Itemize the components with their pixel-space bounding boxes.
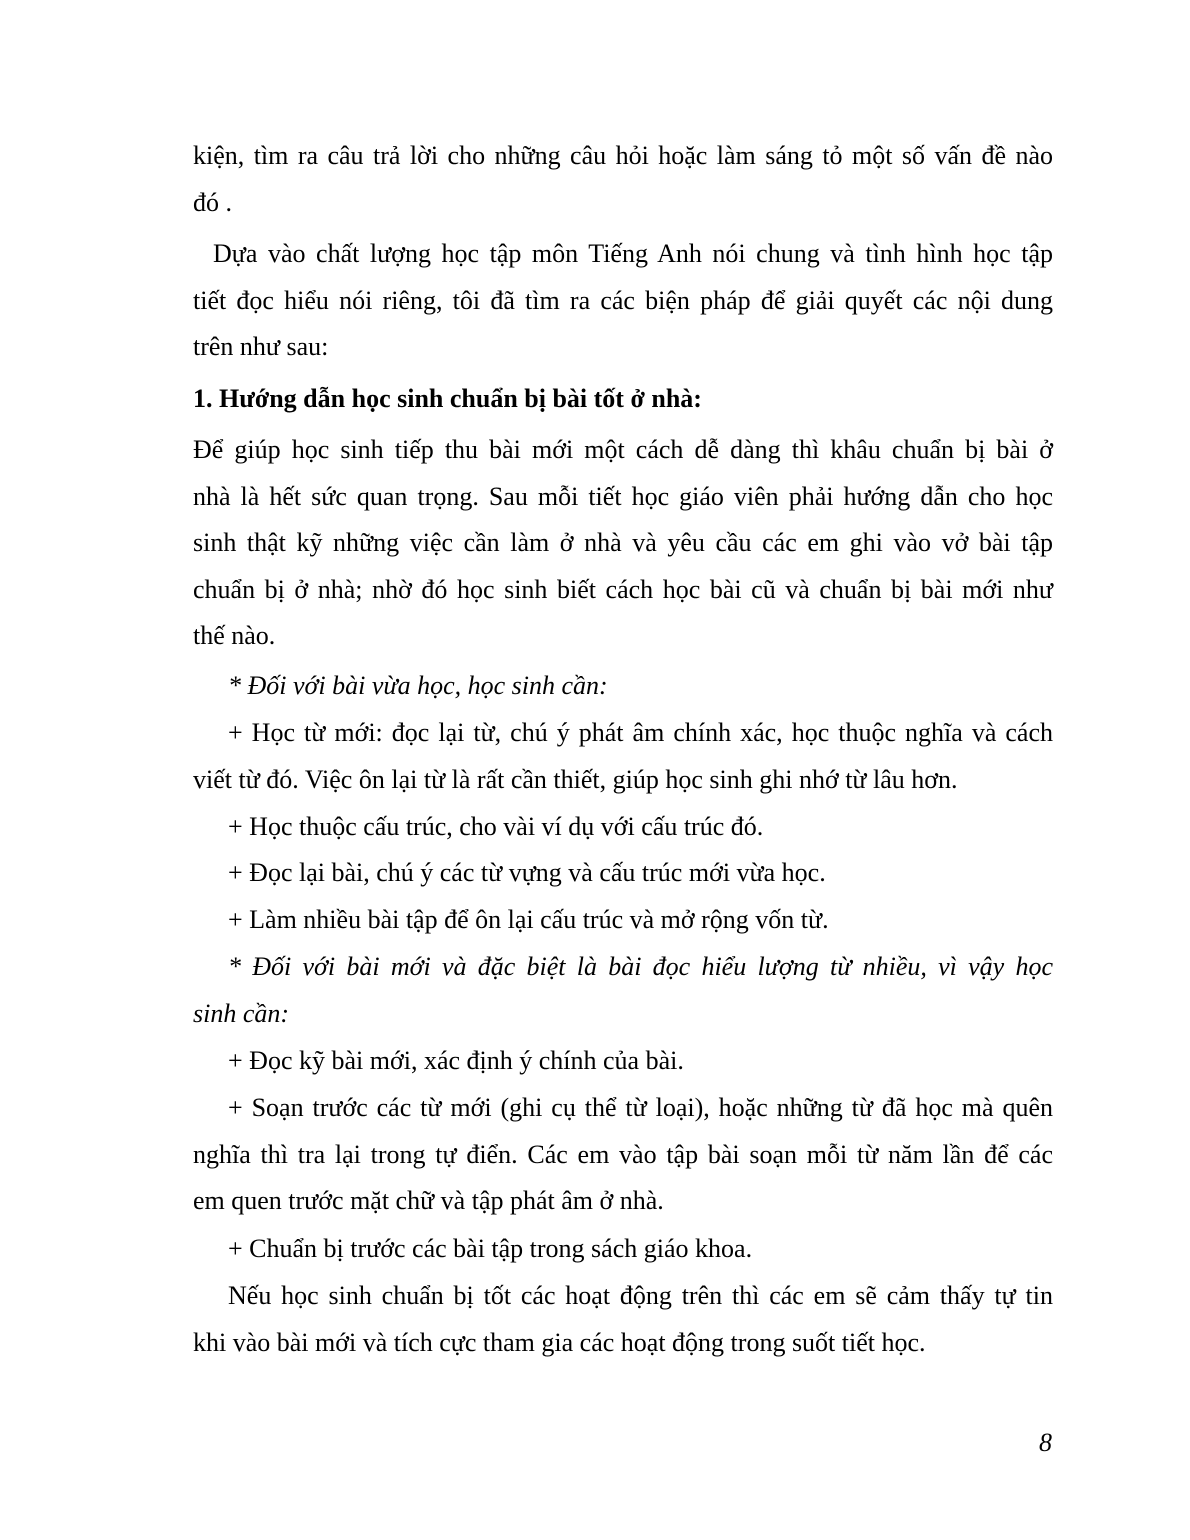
text-line: Nếu học sinh chuẩn bị tốt các hoạt động trên thì các em sẽ cảm thấy tự tin [228,1281,1053,1310]
page-number: 8 [1039,1428,1052,1457]
text-line: nhà là hết sức quan trọng. Sau mỗi tiết học giáo viên phải hướng dẫn cho học [193,481,1053,511]
text-line: em quen trước mặt chữ và tập phát âm ở nhà. [193,1186,664,1215]
paragraph-intro [193,231,1053,371]
text-line: đó . [193,187,232,217]
text-line: + Đọc lại bài, chú ý các từ vựng và cấu trúc mới vừa học. [228,858,826,887]
text-line: viết từ đó. Việc ôn lại từ là rất cần thiết, giúp học sinh ghi nhớ từ lâu hơn. [193,764,958,794]
bullet-item [228,804,1053,851]
bullet-item [228,1226,1053,1273]
text-line: Dựa vào chất lượng học tập môn Tiếng Anh nói chung và tình hình học tập [213,239,1053,268]
text-line: tiết đọc hiểu nói riêng, tôi đã tìm ra các biện pháp để giải quyết các nội dung [193,285,1053,315]
text-line: sinh cần: [193,998,290,1028]
text-line: * Đối với bài vừa học, học sinh cần: [228,671,608,700]
text-line: + Học từ mới: đọc lại từ, chú ý phát âm chính xác, học thuộc nghĩa và cách [228,718,1053,747]
text-line: chuẩn bị ở nhà; nhờ đó học sinh biết cách học bài cũ và chuẩn bị bài mới như [193,574,1053,604]
bullet-item [228,897,1053,944]
bullet-item [228,1038,1053,1085]
text-line: sinh thật kỹ những việc cần làm ở nhà và yêu cầu các em ghi vào vở bài tập [193,528,1053,557]
text-line: kiện, tìm ra câu trả lời cho những câu hỏi hoặc làm sáng tỏ một số vấn đề nào [193,141,1053,170]
paragraph-conclusion [193,1273,1053,1366]
text-line: Để giúp học sinh tiếp thu bài mới một cách dễ dàng thì khâu chuẩn bị bài ở [193,435,1053,464]
text-line: + Đọc kỹ bài mới, xác định ý chính của bài. [228,1046,684,1075]
text-line: trên như sau: [193,332,329,361]
text-line: + Học thuộc cấu trúc, cho vài ví dụ với cấu trúc đó. [228,812,764,841]
text-line: + Làm nhiều bài tập để ôn lại cấu trúc và mở rộng vốn từ. [228,905,829,934]
bullet-item [228,850,1053,897]
italic-subheading [228,663,1053,710]
paragraph-preparation [193,427,1053,660]
italic-subheading [193,944,1053,1037]
bullet-item [193,710,1053,803]
bullet-item [193,1085,1053,1225]
text-line: * Đối với bài mới và đặc biệt là bài đọc hiểu lượng từ nhiều, vì vậy học [228,952,1053,981]
text-line: thế nào. [193,621,276,650]
text-line: nghĩa thì tra lại trong tự điển. Các em vào tập bài soạn mỗi từ năm lần để các [193,1139,1053,1169]
paragraph-continuation [193,133,1053,226]
text-line: + Chuẩn bị trước các bài tập trong sách giáo khoa. [228,1234,753,1263]
section-heading [193,376,1053,423]
text-line: khi vào bài mới và tích cực tham gia các hoạt động trong suốt tiết học. [193,1327,926,1357]
heading-text: 1. Hướng dẫn học sinh chuẩn bị bài tốt ở nhà: [193,384,702,413]
text-line: + Soạn trước các từ mới (ghi cụ thể từ loại), hoặc những từ đã học mà quên [228,1093,1053,1122]
